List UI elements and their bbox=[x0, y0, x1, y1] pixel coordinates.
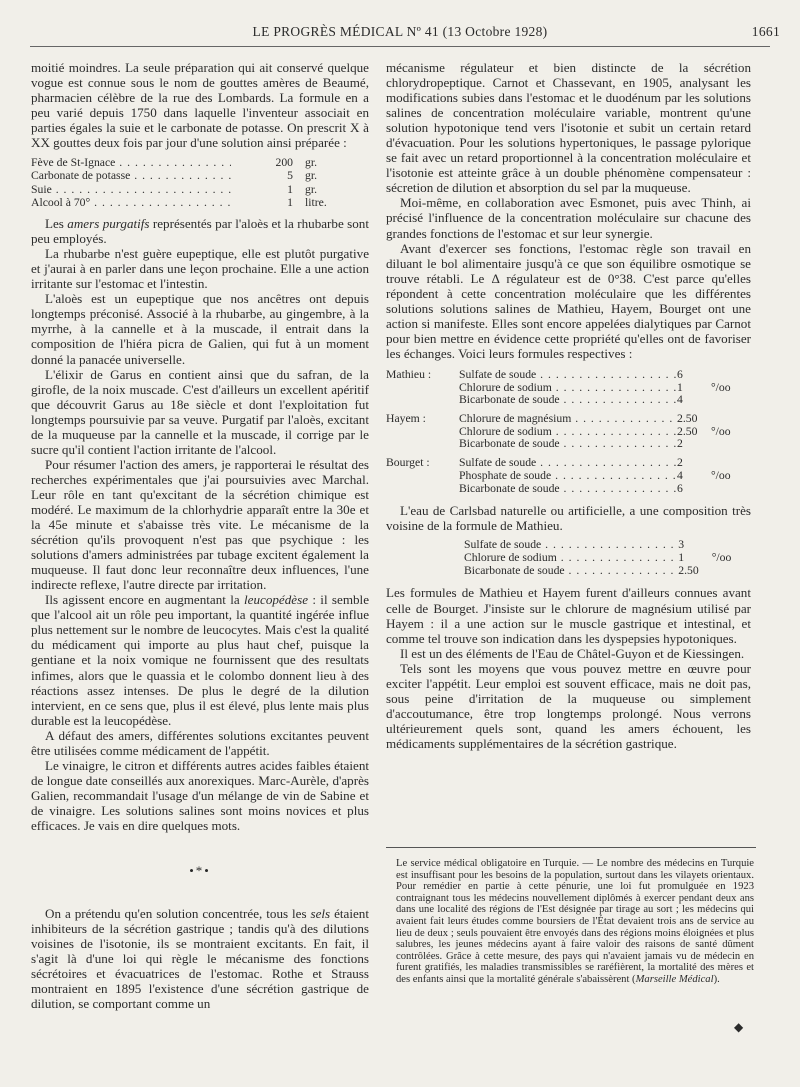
formula-quantity: 4 bbox=[677, 468, 683, 482]
footnote-text bbox=[396, 858, 754, 986]
journal-title: LE PROGRÈS MÉDICAL Nº 41 (13 Octobre 1928) bbox=[252, 24, 548, 39]
recipe-unit: gr. bbox=[305, 169, 318, 183]
paragraph: A défaut des amers, différentes solutions excitantes peuvent être utilisées comme médicament de l'appétit. bbox=[31, 727, 369, 758]
formula-row bbox=[459, 369, 751, 382]
right-column bbox=[386, 60, 751, 751]
formula-unit: °/oo bbox=[711, 380, 731, 394]
formula-row bbox=[464, 565, 751, 578]
paragraph: L'élixir de Garus en contient ainsi que du safran, de la girofle, de la noix muscade. C'est d'ailleurs un excellent apéritif que découvrit Garus au 18e siècle et dont l'exploitation fut longtemps poursuivie par sa veuve. Purgatif par l'aloès, excitant de la muqueuse par la cannelle et la muscade, il corrige par le sucre qu'il contient l'action irritante de l'alcool. bbox=[31, 366, 369, 457]
paragraph: Il est un des éléments de l'Eau de Châtel-Guyon et de Kiessingen. bbox=[400, 645, 745, 661]
recipe-unit: gr. bbox=[305, 156, 318, 170]
recipe-row bbox=[31, 156, 369, 169]
formula-quantity: 2.50 bbox=[678, 563, 699, 577]
formula-row bbox=[459, 470, 751, 483]
paragraph: La rhubarbe n'est guère eupeptique, elle est plutôt purgative et j'aurai à en parler dans une leçon prochaine. Elle a une action irritante sur l'estomac et l'intestin. bbox=[31, 246, 369, 292]
recipe-row bbox=[31, 196, 369, 209]
paragraph: Tels sont les moyens que vous pouvez mettre en œuvre pour exciter l'appétit. Leur emploi est souvent efficace, mais ne doit pas, sous peine d'irritation de la muqueuse ou simplement d'accoutumance, être trop longtemps prolongé. Nous verrons ultérieurement quels sont, quand les amers échouent, les médicaments supplémentaires de la sécrétion gastrique. bbox=[386, 660, 751, 751]
formula-items bbox=[459, 413, 751, 451]
formula-ingredient: Chlorure de sodium . . . bbox=[459, 382, 677, 395]
formula-row bbox=[459, 457, 751, 470]
formula-unit: °/oo bbox=[711, 468, 731, 482]
text-run: : il semble que l'alcool ait un rôle peu important, la quantité ingérée influe plus nettement sur le nombre de leucocytes. Mais c'est la qualité du médicament qui importe au plus haut chef, puisque la gentiane et la noix vomique ne fournissent que des resultats infimes, alors que le quassia et le colombo donnent lieu à des réactions assez intenses. De plus le degré de la dilution intervient, en ce sens que, plus il est élevé, plus lente mais plus durable est la leucopédèse. bbox=[31, 592, 369, 728]
recipe-ingredient: Suie . . . bbox=[31, 183, 231, 196]
paragraph: Moi-même, en collaboration avec Esmonet, puis avec Thinh, ai précisé l'influence de la concentration moléculaire sur chacune des grandes fonctions de l'estomac et sur leur synergie. bbox=[386, 195, 751, 241]
text-run: Les bbox=[45, 216, 68, 232]
formula-quantity: 1 bbox=[677, 380, 683, 394]
header-rule bbox=[30, 46, 770, 47]
paragraph: Les formules de Mathieu et Hayem furent d'ailleurs connues avant celle de Bourget. J'insiste sur le chlorure de magnésium utilisé par Hayem : il a une action sur le muscle gastrique et intestinal, et comme tel trouve son indication dans les dyspepsies hypotoniques. bbox=[386, 585, 751, 646]
formula-group bbox=[386, 369, 751, 407]
recipe-row bbox=[31, 169, 369, 182]
paragraph: L'aloès est un eupeptique que nos ancêtres ont depuis longtemps préconisé. Associé à la rhubarbe, au gingembre, à la myrrhe, à la cannelle et à la muscade, il entrait dans la composition de l'hiéra picra de Galien, qui fut à un moment donné la panacée universelle. bbox=[31, 291, 369, 367]
formula-quantity: 2 bbox=[677, 437, 683, 451]
text-run: Ils agissent encore en augmentant la bbox=[45, 592, 245, 608]
formula-ingredient: Sulfate de soude . . . bbox=[464, 539, 678, 552]
recipe-quantity: 1 bbox=[287, 182, 293, 196]
formula-group bbox=[386, 457, 751, 495]
formula-row bbox=[459, 426, 751, 439]
formula-ingredient: Bicarbonate de soude . . . bbox=[459, 394, 677, 407]
formula-ingredient: Bicarbonate de soude . . . bbox=[464, 565, 678, 578]
recipe-ingredient: Alcool à 70° . . . bbox=[31, 196, 231, 209]
footnote-rule bbox=[386, 847, 756, 848]
left-column bbox=[31, 60, 369, 1011]
paragraph bbox=[31, 592, 369, 727]
footnote-body: — Le nombre des médecins en Turquie est insuffisant pour les besoins de la population, surtout dans les vilayets orientaux. Pour remédier en partie à cette pénurie, une loi fut promulguée en 1923 contraignant tous les médecins nouvellement diplômés à exercer pendant deux ans dans une localité des régions de l'Est désignée par tirage au sort ; les médecins qui avaient fait leurs études comme boursiers de l'État devaient trois ans de service au lieu de deux ; seuls pouvaient être envoyés dans des régions moins éloignées et plus salubres, les jeunes médecins ayant à faire valoir des raisons de santé dûment contrôlées. Grâce à cette mesure, des pays qui n'avaient jamais vu de médecin en furent gratifiés, les maladies transmissibles se raréfièrent, la mortalité des mères et des enfants ainsi que la mortalité générale s'abaissèrent ( bbox=[396, 858, 755, 985]
paragraph: Avant d'exercer ses fonctions, l'estomac règle son travail en diluant le bol alimentaire jusqu'à ce que son équilibre osmotique se trouve rétabli. Le Δ régulateur est de 0°38. C'est parce qu'elles répondent à cette concentration moléculaire que les différentes solutions solutions salines de Mathieu, Hayem, Bourget ont une action si manifeste. Elles sont encore appelées dialytiques par Carnot pour bien mettre en évidence cette propriété qu'elles ont de favoriser les échanges. Voici leurs formules respectives : bbox=[386, 240, 751, 361]
footnote-end: ). bbox=[713, 973, 720, 985]
recipe-unit: gr. bbox=[305, 182, 318, 196]
recipe-unit: litre. bbox=[305, 195, 327, 209]
italic-term: sels bbox=[310, 906, 331, 922]
formula-row bbox=[464, 552, 751, 565]
formula-quantity: 4 bbox=[677, 393, 683, 407]
page-header bbox=[20, 22, 780, 42]
page-number: 1661 bbox=[751, 24, 780, 39]
formula-unit: °/oo bbox=[711, 551, 732, 565]
recipe-row bbox=[31, 183, 369, 196]
formula-unit: °/oo bbox=[711, 424, 731, 438]
section-separator: •*• bbox=[189, 863, 211, 879]
footnote-source: Marseille Médical bbox=[635, 973, 714, 985]
formula-ingredient: Chlorure de magnésium . . . bbox=[459, 413, 677, 426]
paragraph: Pour résumer l'action des amers, je rapporterai le résultat des recherches expérimentales que j'ai poursuivies avec Marchal. Leur rôle en tant qu'excitant de la sécrétion chimique est modéré. Le maximum de la chlorhydrie apparaît entre la 30e et la 45e minute et s'abaisse très vite. Le mécanisme de la sécrétion qu'ils provoquent n'est pas que psychique : les solutions d'amers administrées par tubage excitent également la muqueuse. Il faut donc leur reconnaître deux influences, l'une indirecte reflexe, l'autre directe par irritation. bbox=[31, 456, 369, 593]
formula-row bbox=[459, 394, 751, 407]
formula-items bbox=[459, 457, 751, 495]
text-run: On a prétendu qu'en solution concentrée, tous les bbox=[45, 906, 311, 922]
recipe-quantity: 1 bbox=[287, 195, 293, 209]
formula-ingredient: Chlorure de sodium . . . bbox=[464, 552, 678, 565]
recipe-quantity: 200 bbox=[275, 156, 293, 170]
formula-quantity: 6 bbox=[677, 481, 683, 495]
formula-author: Mathieu : bbox=[386, 367, 432, 381]
formula-row bbox=[459, 438, 751, 451]
formula-ingredient: Sulfate de soude . . . bbox=[459, 369, 677, 382]
formula-row bbox=[459, 382, 751, 395]
formula-quantity: 2.50 bbox=[677, 424, 698, 438]
formula-quantity: 2.50 bbox=[677, 412, 698, 426]
formula-group bbox=[386, 413, 751, 451]
diamond-ornament-icon: ◆ bbox=[734, 1020, 744, 1034]
footnote-title: Le service médical obligatoire en Turquie. bbox=[396, 858, 580, 869]
italic-term: amers purgatifs bbox=[67, 216, 150, 232]
formula-author: Bourget : bbox=[386, 456, 430, 470]
paragraph: Le vinaigre, le citron et différents autres acides faibles étaient de longue date conseillés aux anorexiques. Marc-Aurèle, d'après Galien, recommandait l'usage d'un mélange de vin de Sabine et de vinaigre. Les solutions salines sont moins novices et plus efficaces. Je vais en dire quelques mots. bbox=[31, 757, 369, 833]
footnote bbox=[396, 858, 754, 986]
formula-ingredient: Phosphate de soude . . . bbox=[459, 470, 677, 483]
recipe-list bbox=[31, 156, 369, 209]
formula-quantity: 2 bbox=[677, 456, 683, 470]
formula-items bbox=[459, 369, 751, 407]
paragraph: L'eau de Carlsbad naturelle ou artificielle, a une composition très voisine de la formule de Mathieu. bbox=[386, 503, 751, 534]
formula-author: Hayem : bbox=[386, 412, 426, 426]
formula-quantity: 3 bbox=[678, 538, 685, 552]
recipe-quantity: 5 bbox=[287, 169, 293, 183]
paragraph: moitié moindres. La seule préparation qui ait conservé quelque vogue est connue sous le nom de gouttes amères de Beaumé, pharmacien célèbre de la rue des Lombards. La formule en a peu varié depuis 1750 dans laquelle l'inventeur associait en parties égales la suie et le carbonate de potasse. On prescrit X à XX gouttes deux fois par jour d'une solution ainsi préparée : bbox=[31, 60, 369, 151]
formula-table bbox=[386, 369, 751, 495]
formula-ingredient: Chlorure de sodium . . . bbox=[459, 426, 677, 439]
formula-row bbox=[459, 413, 751, 426]
formula-ingredient: Sulfate de soude . . . bbox=[459, 457, 677, 470]
italic-term: leucopédèse bbox=[244, 592, 309, 608]
formula-quantity: 6 bbox=[677, 367, 683, 381]
paragraph bbox=[31, 906, 369, 1011]
text-run: étaient inhibiteurs de la sécrétion gastrique ; tandis qu'à des dilutions voisines de l'isotonie, ils se montraient excitants. En fait, il s'agit là d'une loi qui règle le mécanisme des fonctions sécrétoires et évacuatrices de l'estomac. Rothe et Strauss montraient en 1895 l'existence d'une sécrétion gastrique de dilution, se comportant comme un bbox=[31, 906, 369, 1012]
recipe-ingredient: Carbonate de potasse . . . bbox=[31, 169, 231, 182]
paragraph: mécanisme régulateur et bien distincte de la sécrétion chlorydropeptique. Carnot et Chassevant, en 1905, analysant les modifications subies dans l'estomac et le duodénum par les solutions salines de concentration moléculaire variable, montrent qu'une solution hypotonique tend vers l'isotonie et subit un certain retard d'évacuation. Pour les solutions hypertoniques, le passage pylorique se fait avec un retard proportionnel à la concentration moléculaire et l'isotonie est atteinte grâce à un double phénomène compensateur : sécretion de dilution et absorption du sel par la muqueuse. bbox=[386, 60, 751, 196]
formula-row bbox=[459, 483, 751, 496]
paragraph bbox=[31, 216, 369, 246]
formula-row bbox=[464, 539, 751, 552]
recipe-ingredient: Fève de St-Ignace . . . bbox=[31, 156, 231, 169]
text-run: représentés par l'aloès et la rhubarbe sont peu employés. bbox=[31, 216, 369, 247]
formula-quantity: 1 bbox=[678, 551, 685, 565]
formula-ingredient: Bicarbonate de soude . . . bbox=[459, 483, 677, 496]
carlsbad-formula bbox=[464, 539, 751, 577]
formula-ingredient: Bicarbonate de soude . . . bbox=[459, 438, 677, 451]
